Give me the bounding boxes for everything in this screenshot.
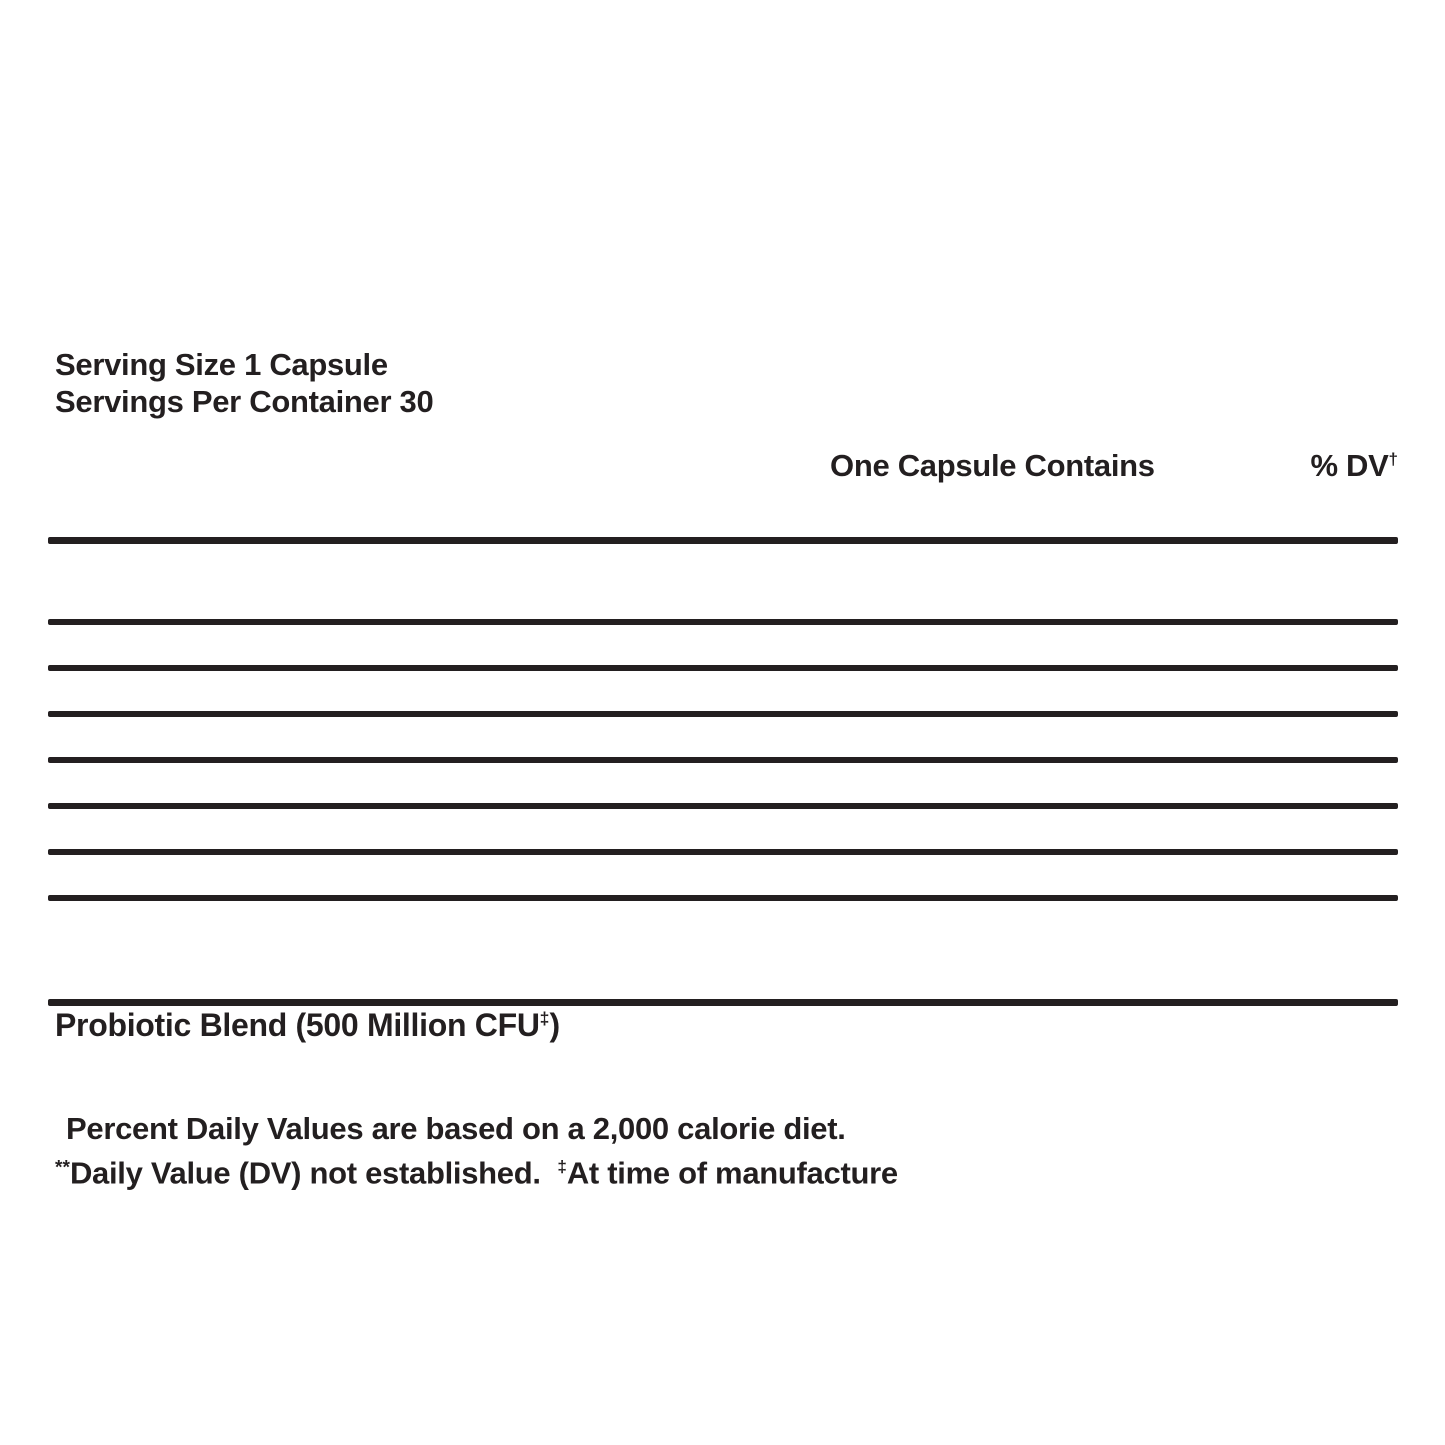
servings-per-container-text: Servings Per Container 30: [55, 384, 434, 419]
table-divider: [48, 537, 1398, 544]
double-asterisk-marker: **: [55, 1157, 70, 1179]
table-divider: [48, 895, 1398, 901]
table-divider: [48, 665, 1398, 671]
serving-size-text: Serving Size 1 Capsule: [55, 347, 388, 382]
manufacture-double-dagger: ‡: [557, 1157, 567, 1176]
manufacture-text: At time of manufacture: [566, 1155, 898, 1191]
table-divider: [48, 999, 1398, 1006]
percent-dv-dagger: †: [1388, 449, 1398, 469]
table-divider: [48, 619, 1398, 625]
probiotic-blend-double-dagger: ‡: [539, 1008, 550, 1029]
percent-dv-label: % DV: [1310, 448, 1389, 483]
probiotic-blend-text: Probiotic Blend (500 Million CFU: [55, 1007, 540, 1043]
column-header-percent-dv: [1310, 448, 1398, 484]
not-established-footnote: [55, 1148, 898, 1192]
footnotes: [55, 1110, 898, 1192]
table-divider: [48, 849, 1398, 855]
column-header-one-capsule-contains: One Capsule Contains: [830, 448, 1155, 483]
probiotic-blend-close-paren: ): [549, 1007, 560, 1043]
table-divider: [48, 711, 1398, 717]
not-established-text: Daily Value (DV) not established.: [69, 1155, 549, 1191]
probiotic-blend-row: [55, 1007, 560, 1044]
table-divider: [48, 757, 1398, 763]
serving-info: [55, 346, 433, 420]
daily-value-footnote: Percent Daily Values are based on a 2,000 calorie diet.: [66, 1111, 846, 1146]
table-divider: [48, 803, 1398, 809]
